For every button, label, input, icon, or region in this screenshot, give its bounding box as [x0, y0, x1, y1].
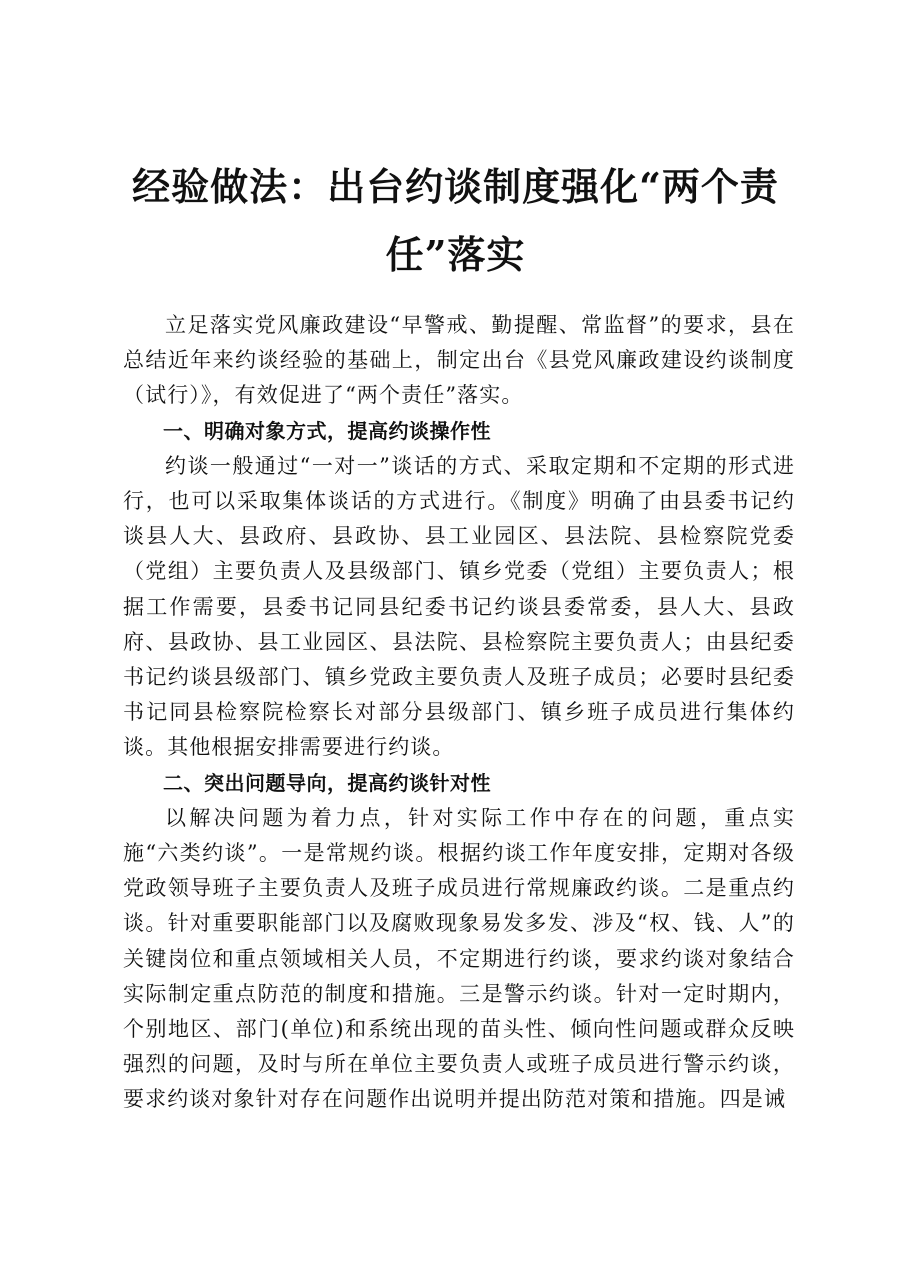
section-heading-1: 一、明确对象方式，提高约谈操作性 — [163, 418, 491, 443]
section-heading-2: 二、突出问题导向，提高约谈针对性 — [163, 770, 491, 795]
document-body — [123, 308, 795, 1118]
section-2-paragraph: 以解决问题为着力点，针对实际工作中存在的问题，重点实施“六类约谈”。一是常规约谈。根据约谈工作年度安排，定期对各级党政领导班子主要负责人及班子成员进行常规廉政约谈。二是重点约谈。针对重要职能部门以及腐败现象易发多发、涉及“权、钱、人”的关键岗位和重点领域相关人员，不定期进行约谈，要求约谈对象结合实际制定重点防范的制度和措施。三是警示约谈。针对一定时期内，个别地区、部门(单位)和系统出现的苗头性、倾向性问题或群众反映强烈的问题，及时与所在单位主要负责人或班子成员进行警示约谈，要求约谈对象针对存在问题作出说明并提出防范对策和措施。四是诫 — [123, 805, 795, 1112]
document-title: 经验做法：出台约谈制度强化“两个责任”落实 — [132, 164, 779, 277]
section-1-paragraph: 约谈一般通过“一对一”谈话的方式、采取定期和不定期的形式进行，也可以采取集体谈话的方式进行。《制度》明确了由县委书记约谈县人大、县政府、县政协、县工业园区、县法院、县检察院党委（党组）主要负责人及县级部门、镇乡党委（党组）主要负责人；根据工作需要，县委书记同县纪委书记约谈县委常委，县人大、县政府、县政协、县工业园区、县法院、县检察院主要负责人；由县纪委书记约谈县级部门、镇乡党政主要负责人及班子成员；必要时县纪委书记同县检察院检察长对部分县级部门、镇乡班子成员进行集体约谈。其他根据安排需要进行约谈。 — [123, 453, 795, 760]
intro-paragraph: 立足落实党风廉政建设“早警戒、勤提醒、常监督”的要求，县在总结近年来约谈经验的基础上，制定出台《县党风廉政建设约谈制度（试行）》，有效促进了“两个责任”落实。 — [123, 313, 795, 408]
